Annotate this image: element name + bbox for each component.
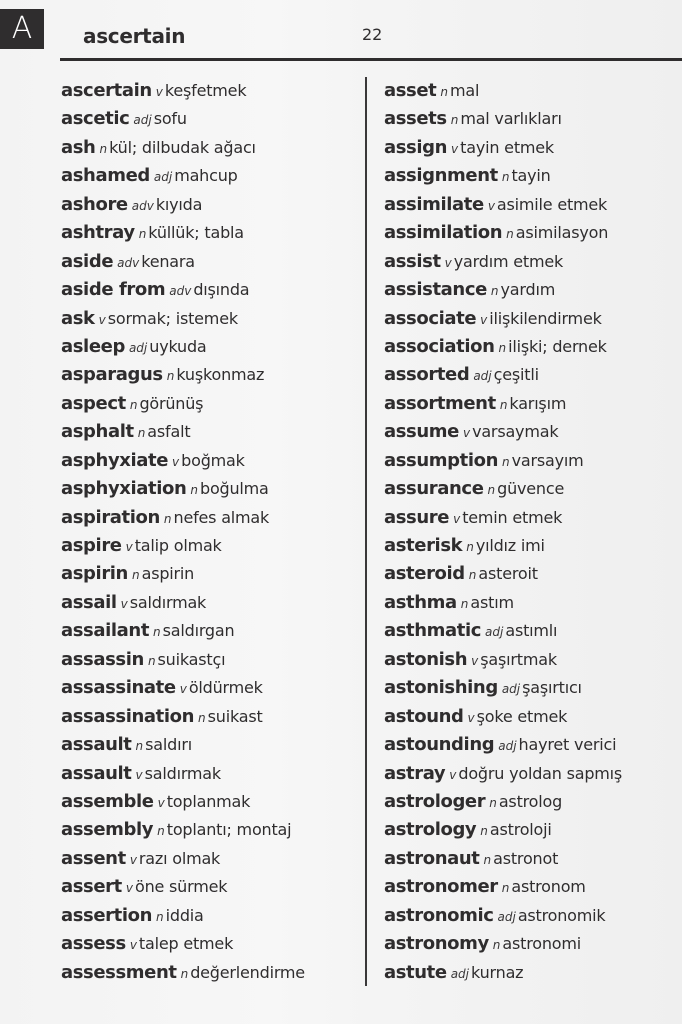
- part-of-speech: n: [487, 483, 496, 498]
- translation: toplanmak: [166, 791, 251, 811]
- translation: boğmak: [181, 450, 245, 470]
- headword: assignment: [384, 165, 498, 187]
- headword: asphyxiation: [61, 478, 187, 500]
- translation: öne sürmek: [134, 877, 228, 897]
- dictionary-entry: [61, 787, 361, 815]
- part-of-speech: n: [135, 739, 144, 754]
- dictionary-entry: [384, 588, 682, 616]
- translation: mal varlıkları: [460, 109, 562, 129]
- headword: aspiration: [61, 506, 160, 528]
- part-of-speech: n: [506, 227, 514, 242]
- headword: assent: [61, 847, 126, 869]
- dictionary-entry: [61, 503, 361, 531]
- dictionary-entry: [61, 76, 361, 104]
- part-of-speech: adj: [450, 966, 470, 981]
- translation: görünüş: [139, 393, 204, 413]
- translation: sormak; istemek: [107, 308, 238, 328]
- dictionary-entry: [61, 247, 361, 275]
- translation: güvence: [497, 479, 565, 499]
- part-of-speech: n: [99, 141, 108, 156]
- translation: kenara: [141, 251, 195, 271]
- headword: aspirin: [61, 563, 128, 585]
- part-of-speech: n: [492, 938, 501, 953]
- part-of-speech: v: [129, 938, 137, 953]
- headword: astrology: [384, 819, 477, 841]
- headword: astronaut: [384, 847, 480, 869]
- headword: assembly: [61, 819, 154, 841]
- part-of-speech: v: [449, 767, 457, 782]
- part-of-speech: n: [147, 653, 156, 668]
- dictionary-entry: [384, 531, 682, 559]
- section-letter-tab: A: [0, 9, 44, 49]
- headword: asparagus: [61, 364, 163, 386]
- translation: yardım etmek: [453, 251, 564, 271]
- dictionary-entry: [61, 389, 361, 417]
- translation: çeşitli: [493, 365, 539, 385]
- headword: aspect: [61, 392, 126, 414]
- dictionary-entry: [384, 360, 682, 388]
- headword: astounding: [384, 734, 495, 756]
- headword: assimilate: [384, 193, 484, 215]
- translation: saldırmak: [129, 592, 207, 612]
- part-of-speech: n: [156, 909, 164, 924]
- translation: uykuda: [149, 336, 207, 356]
- translation: kurnaz: [471, 962, 524, 982]
- translation: hayret verici: [518, 735, 617, 755]
- headword: aside from: [61, 279, 166, 301]
- dictionary-entry: [61, 702, 361, 730]
- dictionary-entry: [61, 474, 361, 502]
- headword: asphyxiate: [61, 449, 169, 471]
- dictionary-entry: [384, 190, 682, 218]
- headword: asthmatic: [384, 620, 482, 642]
- headword: ask: [61, 307, 95, 329]
- headword: assist: [384, 250, 441, 272]
- part-of-speech: v: [179, 682, 187, 697]
- translation: astroloji: [489, 820, 552, 840]
- dictionary-entry: [384, 759, 682, 787]
- headword: assail: [61, 591, 117, 613]
- part-of-speech: v: [480, 312, 488, 327]
- dictionary-entry: [61, 815, 361, 843]
- header-rule: [60, 58, 682, 61]
- dictionary-entry: [61, 332, 361, 360]
- translation: küllük; tabla: [148, 223, 244, 243]
- part-of-speech: n: [480, 824, 488, 839]
- dictionary-entry: [61, 673, 361, 701]
- headword: assets: [384, 108, 447, 130]
- part-of-speech: n: [498, 340, 507, 355]
- dictionary-entry: [384, 133, 682, 161]
- headword: asleep: [61, 335, 125, 357]
- headword: aside: [61, 250, 114, 272]
- translation: asimile etmek: [496, 194, 608, 214]
- translation: saldırgan: [162, 621, 235, 641]
- translation: astronot: [493, 848, 559, 868]
- dictionary-entry: [384, 559, 682, 587]
- part-of-speech: v: [467, 710, 475, 725]
- dictionary-entry: [61, 616, 361, 644]
- translation: boğulma: [199, 479, 269, 499]
- dictionary-entry: [61, 275, 361, 303]
- part-of-speech: n: [180, 966, 189, 981]
- left-column: [61, 76, 361, 986]
- dictionary-entry: [384, 702, 682, 730]
- translation: toplantı; montaj: [166, 820, 292, 840]
- translation: astrolog: [498, 791, 563, 811]
- translation: değerlendirme: [190, 962, 305, 982]
- part-of-speech: n: [131, 568, 140, 583]
- part-of-speech: n: [157, 824, 165, 839]
- dictionary-entry: [384, 673, 682, 701]
- translation: şaşırtmak: [480, 649, 557, 669]
- page-number: 22: [362, 25, 383, 44]
- dictionary-entry: [384, 275, 682, 303]
- part-of-speech: adv: [131, 198, 154, 213]
- translation: kuşkonmaz: [176, 365, 265, 385]
- translation: talip olmak: [134, 536, 222, 555]
- column-divider: [365, 77, 367, 986]
- headword: ashore: [61, 193, 128, 215]
- headword: assume: [384, 421, 459, 443]
- headword: ashamed: [61, 165, 150, 187]
- part-of-speech: adj: [501, 682, 521, 697]
- dictionary-entry: [384, 645, 682, 673]
- dictionary-entry: [384, 929, 682, 957]
- part-of-speech: v: [444, 255, 452, 270]
- translation: suikast: [207, 706, 263, 726]
- headword: association: [384, 335, 495, 357]
- translation: asteroit: [478, 564, 538, 584]
- running-head: ascertain: [83, 24, 186, 48]
- dictionary-entry: [61, 958, 361, 986]
- headword: astronomy: [384, 933, 489, 955]
- dictionary-entry: [61, 190, 361, 218]
- translation: astımlı: [505, 621, 558, 641]
- dictionary-entry: [61, 531, 361, 559]
- headword: assertion: [61, 904, 153, 926]
- dictionary-entry: [61, 929, 361, 957]
- dictionary-entry: [384, 503, 682, 531]
- headword: assault: [61, 734, 132, 756]
- part-of-speech: adj: [133, 113, 152, 128]
- headword: asset: [384, 80, 437, 101]
- translation: öldürmek: [188, 678, 263, 698]
- part-of-speech: adj: [128, 340, 148, 355]
- part-of-speech: n: [153, 625, 161, 640]
- headword: assemble: [61, 790, 154, 812]
- dictionary-entry: [61, 417, 361, 445]
- part-of-speech: n: [501, 881, 510, 896]
- part-of-speech: n: [468, 568, 477, 583]
- dictionary-entry: [384, 417, 682, 445]
- dictionary-entry: [384, 872, 682, 900]
- translation: saldırı: [145, 735, 192, 755]
- part-of-speech: v: [135, 767, 143, 782]
- translation: astronomi: [502, 934, 581, 954]
- translation: temin etmek: [462, 507, 563, 527]
- part-of-speech: v: [487, 198, 495, 213]
- dictionary-entry: [384, 304, 682, 332]
- headword: ascertain: [61, 80, 152, 101]
- dictionary-entry: [384, 446, 682, 474]
- translation: ilişki; dernek: [508, 336, 607, 356]
- translation: talep etmek: [138, 934, 234, 954]
- part-of-speech: n: [440, 85, 448, 99]
- dictionary-entry: [384, 844, 682, 872]
- part-of-speech: v: [155, 85, 163, 99]
- headword: ash: [61, 136, 96, 158]
- dictionary-entry: [384, 161, 682, 189]
- part-of-speech: n: [466, 540, 474, 554]
- part-of-speech: n: [499, 397, 508, 412]
- translation: keşfetmek: [164, 81, 247, 100]
- dictionary-entry: [61, 360, 361, 388]
- headword: assess: [61, 933, 126, 955]
- part-of-speech: adj: [153, 170, 173, 185]
- headword: assistance: [384, 279, 487, 301]
- translation: mal: [450, 81, 480, 100]
- dictionary-entry: [384, 218, 682, 246]
- part-of-speech: n: [501, 170, 510, 185]
- dictionary-entry: [384, 332, 682, 360]
- part-of-speech: adj: [473, 369, 492, 384]
- dictionary-entry: [384, 76, 682, 104]
- dictionary-entry: [61, 872, 361, 900]
- dictionary-entry: [61, 161, 361, 189]
- part-of-speech: n: [489, 795, 497, 810]
- headword: assurance: [384, 478, 484, 500]
- translation: sofu: [153, 109, 187, 129]
- translation: astım: [470, 592, 514, 612]
- translation: saldırmak: [144, 763, 221, 783]
- headword: ashtray: [61, 222, 135, 244]
- headword: asphalt: [61, 421, 134, 443]
- part-of-speech: n: [138, 227, 147, 242]
- part-of-speech: n: [198, 710, 206, 725]
- translation: astronom: [511, 877, 586, 897]
- part-of-speech: n: [460, 596, 469, 611]
- headword: asthma: [384, 591, 457, 613]
- part-of-speech: n: [190, 483, 198, 498]
- part-of-speech: v: [98, 312, 106, 327]
- dictionary-entry: [61, 559, 361, 587]
- headword: asterisk: [384, 535, 463, 556]
- translation: şaşırtıcı: [522, 678, 582, 698]
- part-of-speech: v: [172, 454, 180, 469]
- dictionary-entry: [384, 787, 682, 815]
- part-of-speech: v: [453, 511, 461, 526]
- dictionary-entry: [61, 304, 361, 332]
- translation: nefes almak: [173, 507, 270, 527]
- part-of-speech: v: [125, 881, 133, 896]
- translation: şoke etmek: [476, 706, 568, 726]
- translation: yıldız imi: [475, 536, 545, 555]
- headword: assimilation: [384, 222, 503, 244]
- part-of-speech: n: [450, 113, 459, 128]
- translation: yardım: [500, 280, 556, 300]
- dictionary-entry: [61, 645, 361, 673]
- dictionary-entry: [384, 730, 682, 758]
- translation: aspirin: [141, 564, 195, 584]
- headword: astrologer: [384, 790, 486, 812]
- dictionary-entry: [61, 104, 361, 132]
- dictionary-entry: [61, 730, 361, 758]
- part-of-speech: n: [137, 426, 146, 441]
- headword: astute: [384, 961, 447, 983]
- translation: asfalt: [147, 422, 191, 442]
- part-of-speech: n: [502, 454, 510, 469]
- dictionary-entry: [61, 844, 361, 872]
- translation: varsayım: [511, 450, 584, 470]
- dictionary-entry: [384, 474, 682, 502]
- translation: doğru yoldan sapmış: [458, 763, 623, 783]
- translation: kül; dilbudak ağacı: [109, 137, 256, 157]
- part-of-speech: v: [129, 852, 137, 867]
- dictionary-entry: [384, 815, 682, 843]
- dictionary-entry: [384, 104, 682, 132]
- dictionary-entry: [61, 901, 361, 929]
- translation: karışım: [509, 393, 567, 413]
- translation: tayin etmek: [460, 137, 554, 157]
- headword: assorted: [384, 364, 470, 386]
- translation: razı olmak: [138, 848, 221, 868]
- headword: astound: [384, 705, 464, 727]
- part-of-speech: adj: [497, 909, 516, 924]
- part-of-speech: v: [451, 141, 459, 156]
- translation: varsaymak: [472, 422, 559, 442]
- headword: assassinate: [61, 677, 176, 699]
- part-of-speech: v: [471, 653, 479, 668]
- dictionary-entry: [384, 389, 682, 417]
- headword: assure: [384, 506, 450, 528]
- part-of-speech: n: [166, 369, 175, 384]
- part-of-speech: n: [483, 852, 492, 867]
- dictionary-entry: [384, 247, 682, 275]
- translation: tayin: [511, 166, 551, 186]
- headword: astonish: [384, 648, 468, 670]
- headword: ascetic: [61, 108, 130, 130]
- headword: assassin: [61, 648, 144, 670]
- translation: astronomik: [517, 905, 606, 925]
- translation: mahcup: [174, 166, 238, 186]
- translation: asimilasyon: [515, 223, 609, 243]
- headword: assassination: [61, 705, 195, 727]
- translation: suikastçı: [157, 649, 226, 669]
- dictionary-entry: [61, 446, 361, 474]
- right-column: [384, 76, 682, 986]
- headword: astronomic: [384, 904, 494, 926]
- part-of-speech: n: [129, 397, 138, 412]
- translation: kıyıda: [155, 194, 203, 214]
- dictionary-entry: [61, 759, 361, 787]
- dictionary-entry: [61, 133, 361, 161]
- headword: assortment: [384, 392, 496, 414]
- part-of-speech: v: [120, 596, 128, 611]
- dictionary-entry: [61, 218, 361, 246]
- headword: assumption: [384, 449, 498, 471]
- part-of-speech: v: [125, 540, 133, 554]
- headword: assert: [61, 876, 122, 898]
- translation: iddia: [165, 905, 204, 925]
- part-of-speech: adv: [169, 284, 192, 299]
- dictionary-entry: [384, 616, 682, 644]
- part-of-speech: v: [462, 426, 471, 441]
- translation: dışında: [193, 280, 250, 300]
- part-of-speech: adv: [117, 255, 140, 270]
- part-of-speech: adj: [498, 739, 517, 754]
- part-of-speech: n: [163, 511, 172, 526]
- headword: assign: [384, 136, 448, 158]
- part-of-speech: adj: [485, 625, 504, 640]
- dictionary-entry: [61, 588, 361, 616]
- part-of-speech: v: [157, 795, 165, 810]
- headword: astray: [384, 762, 446, 784]
- headword: aspire: [61, 535, 122, 556]
- headword: astronomer: [384, 876, 498, 898]
- dictionary-entry: [384, 901, 682, 929]
- part-of-speech: n: [490, 284, 499, 299]
- headword: assessment: [61, 961, 177, 983]
- dictionary-entry: [384, 958, 682, 986]
- headword: astonishing: [384, 677, 498, 699]
- headword: asteroid: [384, 563, 465, 585]
- headword: assault: [61, 762, 132, 784]
- headword: assailant: [61, 620, 150, 642]
- translation: ilişkilendirmek: [489, 308, 602, 328]
- headword: associate: [384, 307, 477, 329]
